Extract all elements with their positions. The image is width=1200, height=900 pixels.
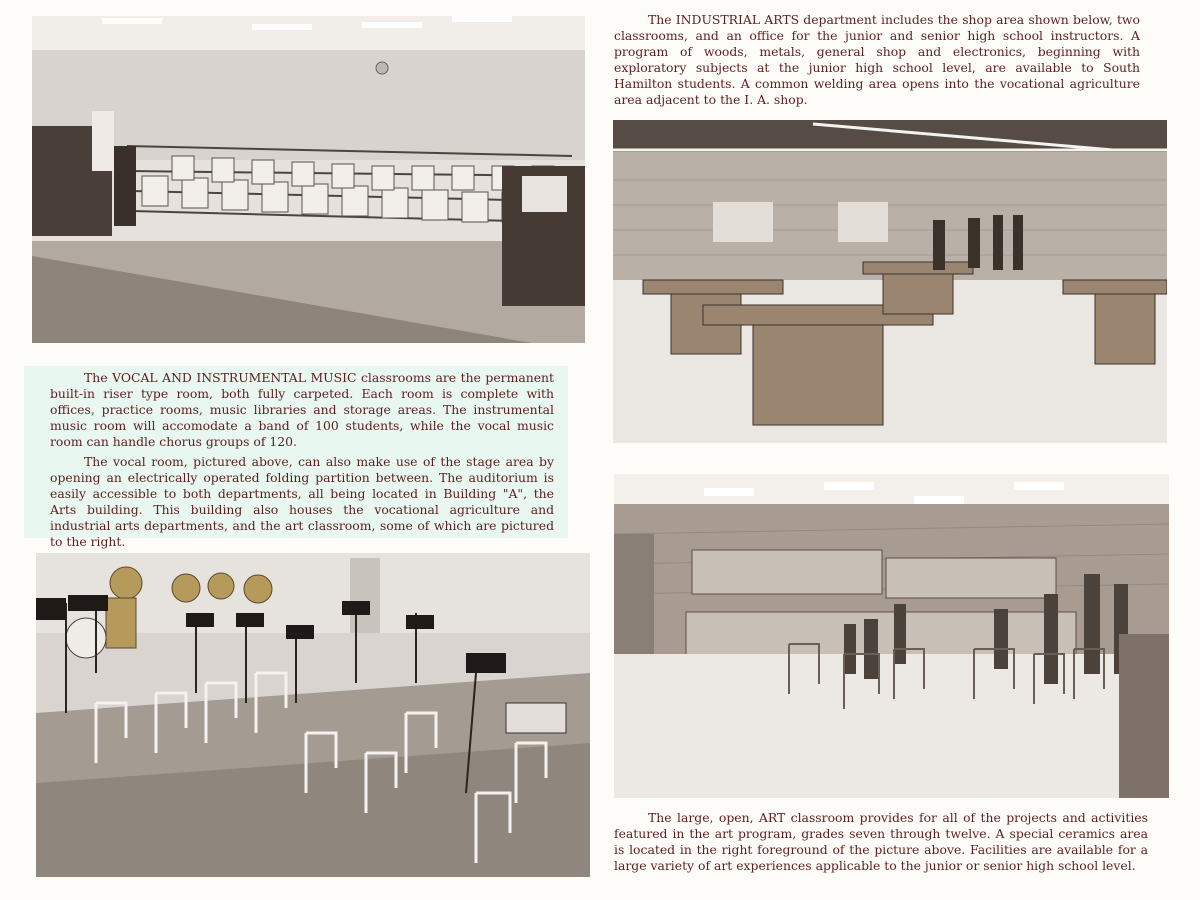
art-classroom-photo [614, 474, 1169, 798]
instrumental-music-room-photo [36, 553, 590, 877]
industrial-arts-description [614, 12, 1140, 108]
industrial-arts-shop-photo [613, 120, 1167, 443]
art-description [614, 810, 1148, 874]
music-description [24, 366, 568, 549]
music-paragraph-1: The VOCAL AND INSTRUMENTAL MUSIC classrooms are the permanent built-in riser type room, both fully carpeted. Each room is complete with offices, practice rooms, music libraries and storage areas. The instrumental music room will accomodate a band of 100 students, while the vocal music room can handle chorus groups of 120. [50, 370, 554, 449]
art-paragraph: The large, open, ART classroom provides for all of the projects and activities featured in the art program, grades seven through twelve. A special ceramics area is located in the right foreground of the picture above. Facilities are available for a large variety of art experiences applicable to the junior or senior high school level. [614, 810, 1148, 873]
music-paragraph-2: The vocal room, pictured above, can also make use of the stage area by opening an electrically operated folding partition between. The auditorium is easily accessible to both departments, all being located in Building "A", the Arts building. This building also houses the vocational agriculture and industrial arts departments, and the art classroom, some of which are pictured to the right. [50, 454, 554, 549]
industrial-arts-paragraph: The INDUSTRIAL ARTS department includes the shop area shown below, two classrooms, and an office for the junior and senior high school instructors. A program of woods, metals, general shop and electronics, beginning with exploratory subjects at the junior high school level, are available to South Hamilton students. A common welding area opens into the vocational agriculture area adjacent to the I. A. shop. [614, 12, 1140, 107]
vocal-music-room-photo [32, 16, 585, 343]
